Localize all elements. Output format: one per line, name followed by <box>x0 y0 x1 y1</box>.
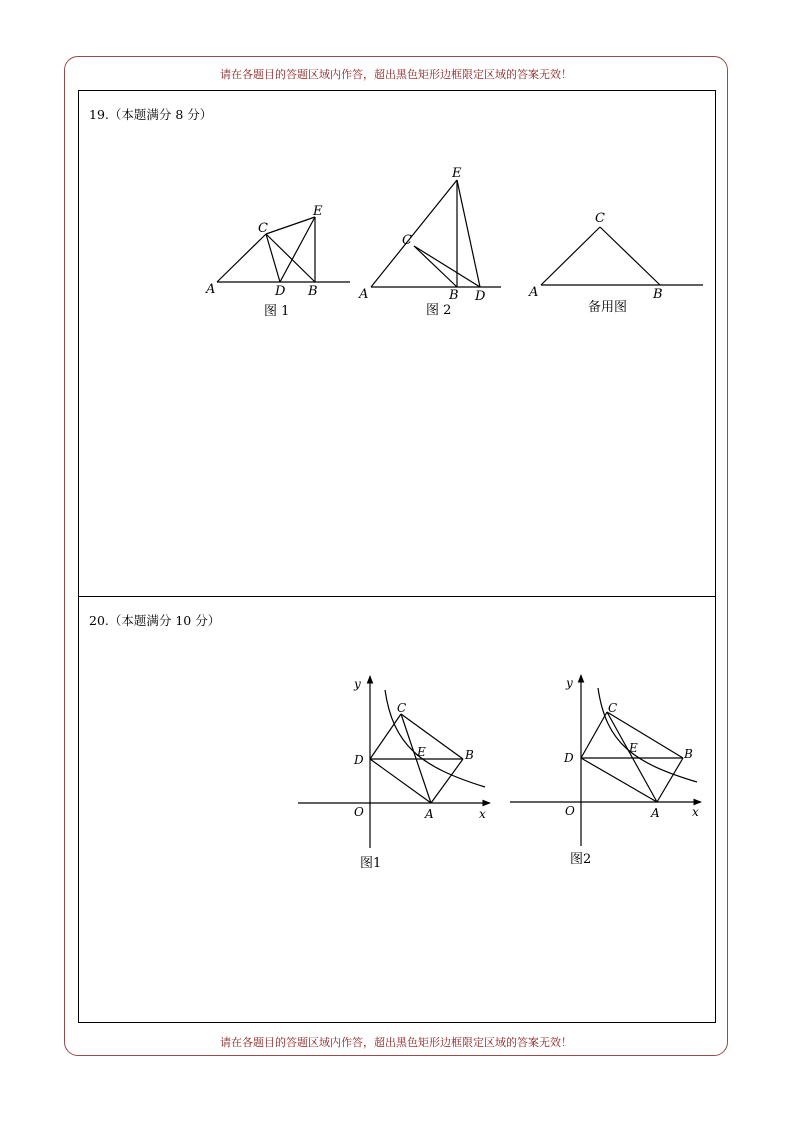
q19-f3-label-b: B <box>653 287 663 302</box>
q20-f1-label-b: B <box>465 748 474 762</box>
q20-f2-label-a: A <box>651 806 660 820</box>
q19-f1-label-d: D <box>275 284 286 299</box>
q19-f3-label-a: A <box>529 285 539 300</box>
q20-f2-label-x: x <box>692 805 699 819</box>
q20-f2-label-d: D <box>564 751 574 765</box>
q20-f1-label-d: D <box>354 753 364 767</box>
q20-f1-label-o: O <box>354 805 364 819</box>
q19-f2-label-e: E <box>452 166 462 181</box>
q19-f3-caption: 备用图 <box>588 300 628 315</box>
q19-f1-label-b: B <box>308 284 318 299</box>
q20-f2-label-e: E <box>629 741 638 755</box>
q20-f2-label-b: B <box>684 747 693 761</box>
bottom-notice: 请在各题目的答题区域内作答，超出黑色矩形边框限定区域的答案无效！ <box>220 1036 572 1049</box>
answer-box-19[interactable] <box>78 90 716 597</box>
q19-f2-label-b: B <box>449 288 459 303</box>
q20-f1-label-e: E <box>417 745 426 759</box>
q19-f1-label-a: A <box>206 282 216 297</box>
q20-f2-label-c: C <box>608 701 618 715</box>
q20-f1-label-x: x <box>479 807 486 821</box>
top-notice: 请在各题目的答题区域内作答，超出黑色矩形边框限定区域的答案无效！ <box>220 68 572 81</box>
q19-f2-label-d: D <box>475 289 486 304</box>
question-19-title: 19.（本题满分 8 分） <box>89 107 213 122</box>
q19-f3-label-c: C <box>595 211 605 226</box>
q20-f2-label-o: O <box>565 804 575 818</box>
q19-f1-caption: 图 1 <box>264 304 290 319</box>
q19-f2-label-c: C <box>402 233 412 248</box>
q20-f2-caption: 图2 <box>570 852 592 867</box>
q20-f1-label-a: A <box>425 807 434 821</box>
q20-f2-label-y: y <box>566 676 573 690</box>
q19-f2-caption: 图 2 <box>426 303 452 318</box>
q20-f1-caption: 图1 <box>360 856 382 871</box>
answer-box-20[interactable] <box>78 596 716 1023</box>
q19-f1-label-c: C <box>258 221 268 236</box>
question-20-title: 20.（本题满分 10 分） <box>89 613 221 628</box>
q20-f1-label-c: C <box>397 701 407 715</box>
q19-f2-label-a: A <box>359 287 369 302</box>
q19-f1-label-e: E <box>313 204 323 219</box>
q20-f1-label-y: y <box>354 677 361 691</box>
